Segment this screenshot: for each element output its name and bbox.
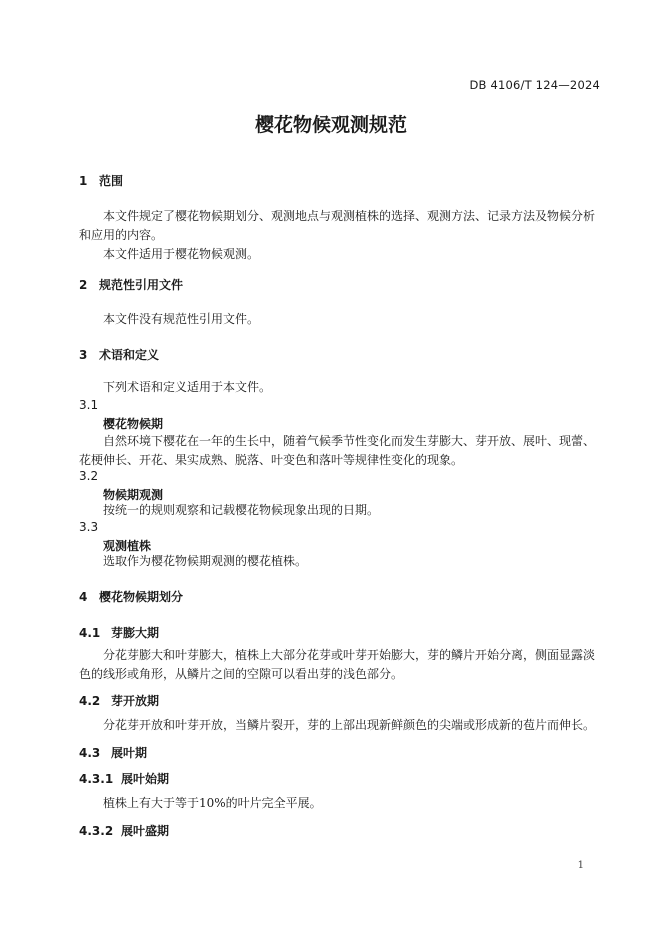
term-definition: 选取作为樱花物候期观测的樱花植株。 — [103, 554, 308, 568]
document-title: 樱花物候观测规范 — [254, 114, 407, 136]
subsection-4-1-heading — [79, 624, 159, 641]
subsection-number: 4.3.2 — [79, 824, 114, 838]
term-definition: 按统一的规则观察和记载樱花物候现象出现的日期。 — [103, 503, 380, 517]
term-number: 3.2 — [79, 469, 99, 483]
subsection-4-3-1-heading — [79, 770, 169, 787]
subsection-number: 4.3 — [79, 746, 101, 760]
section-title: 术语和定义 — [99, 348, 160, 362]
subsection-4-3-heading — [79, 744, 147, 761]
subsection-title: 芽膨大期 — [111, 626, 160, 640]
term-number: 3.3 — [79, 520, 99, 534]
section-4-heading — [79, 588, 183, 605]
standard-number: DB 4106/T 124—2024 — [469, 78, 600, 92]
paragraph: 植株上有大于等于10%的叶片完全平展。 — [103, 796, 322, 810]
paragraph: 下列术语和定义适用于本文件。 — [103, 380, 272, 394]
section-number: 1 — [79, 174, 88, 188]
subsection-title: 展叶盛期 — [121, 824, 170, 838]
subsection-4-2-heading — [79, 692, 159, 709]
subsection-title: 展叶期 — [111, 746, 148, 760]
paragraph: 分花芽开放和叶芽开放，当鳞片裂开，芽的上部出现新鲜颜色的尖端或形成新的苞片而伸长。 — [103, 718, 596, 732]
subsection-title: 展叶始期 — [121, 772, 170, 786]
term-name: 物候期观测 — [103, 488, 164, 502]
paragraph: 分花芽膨大和叶芽膨大，植株上大部分花芽或叶芽开始膨大，芽的鳞片开始分离，侧面显露淡色的线形或角形，从鳞片之间的空隙可以看出芽的浅色部分。 — [79, 648, 596, 681]
section-title: 樱花物候期划分 — [99, 590, 184, 604]
section-number: 2 — [79, 278, 88, 292]
term-number: 3.1 — [79, 398, 99, 412]
section-2-heading — [79, 276, 183, 293]
term-name: 樱花物候期 — [103, 417, 164, 431]
section-number: 3 — [79, 348, 88, 362]
section-title: 范围 — [99, 174, 124, 188]
term-definition: 自然环境下樱花在一年的生长中，随着气候季节性变化而发生芽膨大、芽开放、展叶、现蕾、花梗伸长、开花、果实成熟、脱落、叶变色和落叶等规律性变化的现象。 — [79, 434, 596, 467]
subsection-number: 4.2 — [79, 694, 101, 708]
section-title: 规范性引用文件 — [99, 278, 184, 292]
term-name: 观测植株 — [103, 539, 152, 553]
subsection-number: 4.3.1 — [79, 772, 114, 786]
section-1-heading — [79, 172, 123, 189]
subsection-title: 芽开放期 — [111, 694, 160, 708]
subsection-4-3-2-heading — [79, 822, 169, 839]
page-number: 1 — [577, 860, 584, 871]
section-3-heading — [79, 346, 159, 363]
subsection-number: 4.1 — [79, 626, 101, 640]
paragraph: 本文件没有规范性引用文件。 — [103, 312, 260, 326]
paragraph: 本文件规定了樱花物候期划分、观测地点与观测植株的选择、观测方法、记录方法及物候分析和应用的内容。 — [79, 209, 596, 242]
section-number: 4 — [79, 590, 88, 604]
paragraph: 本文件适用于樱花物候观测。 — [103, 247, 260, 261]
